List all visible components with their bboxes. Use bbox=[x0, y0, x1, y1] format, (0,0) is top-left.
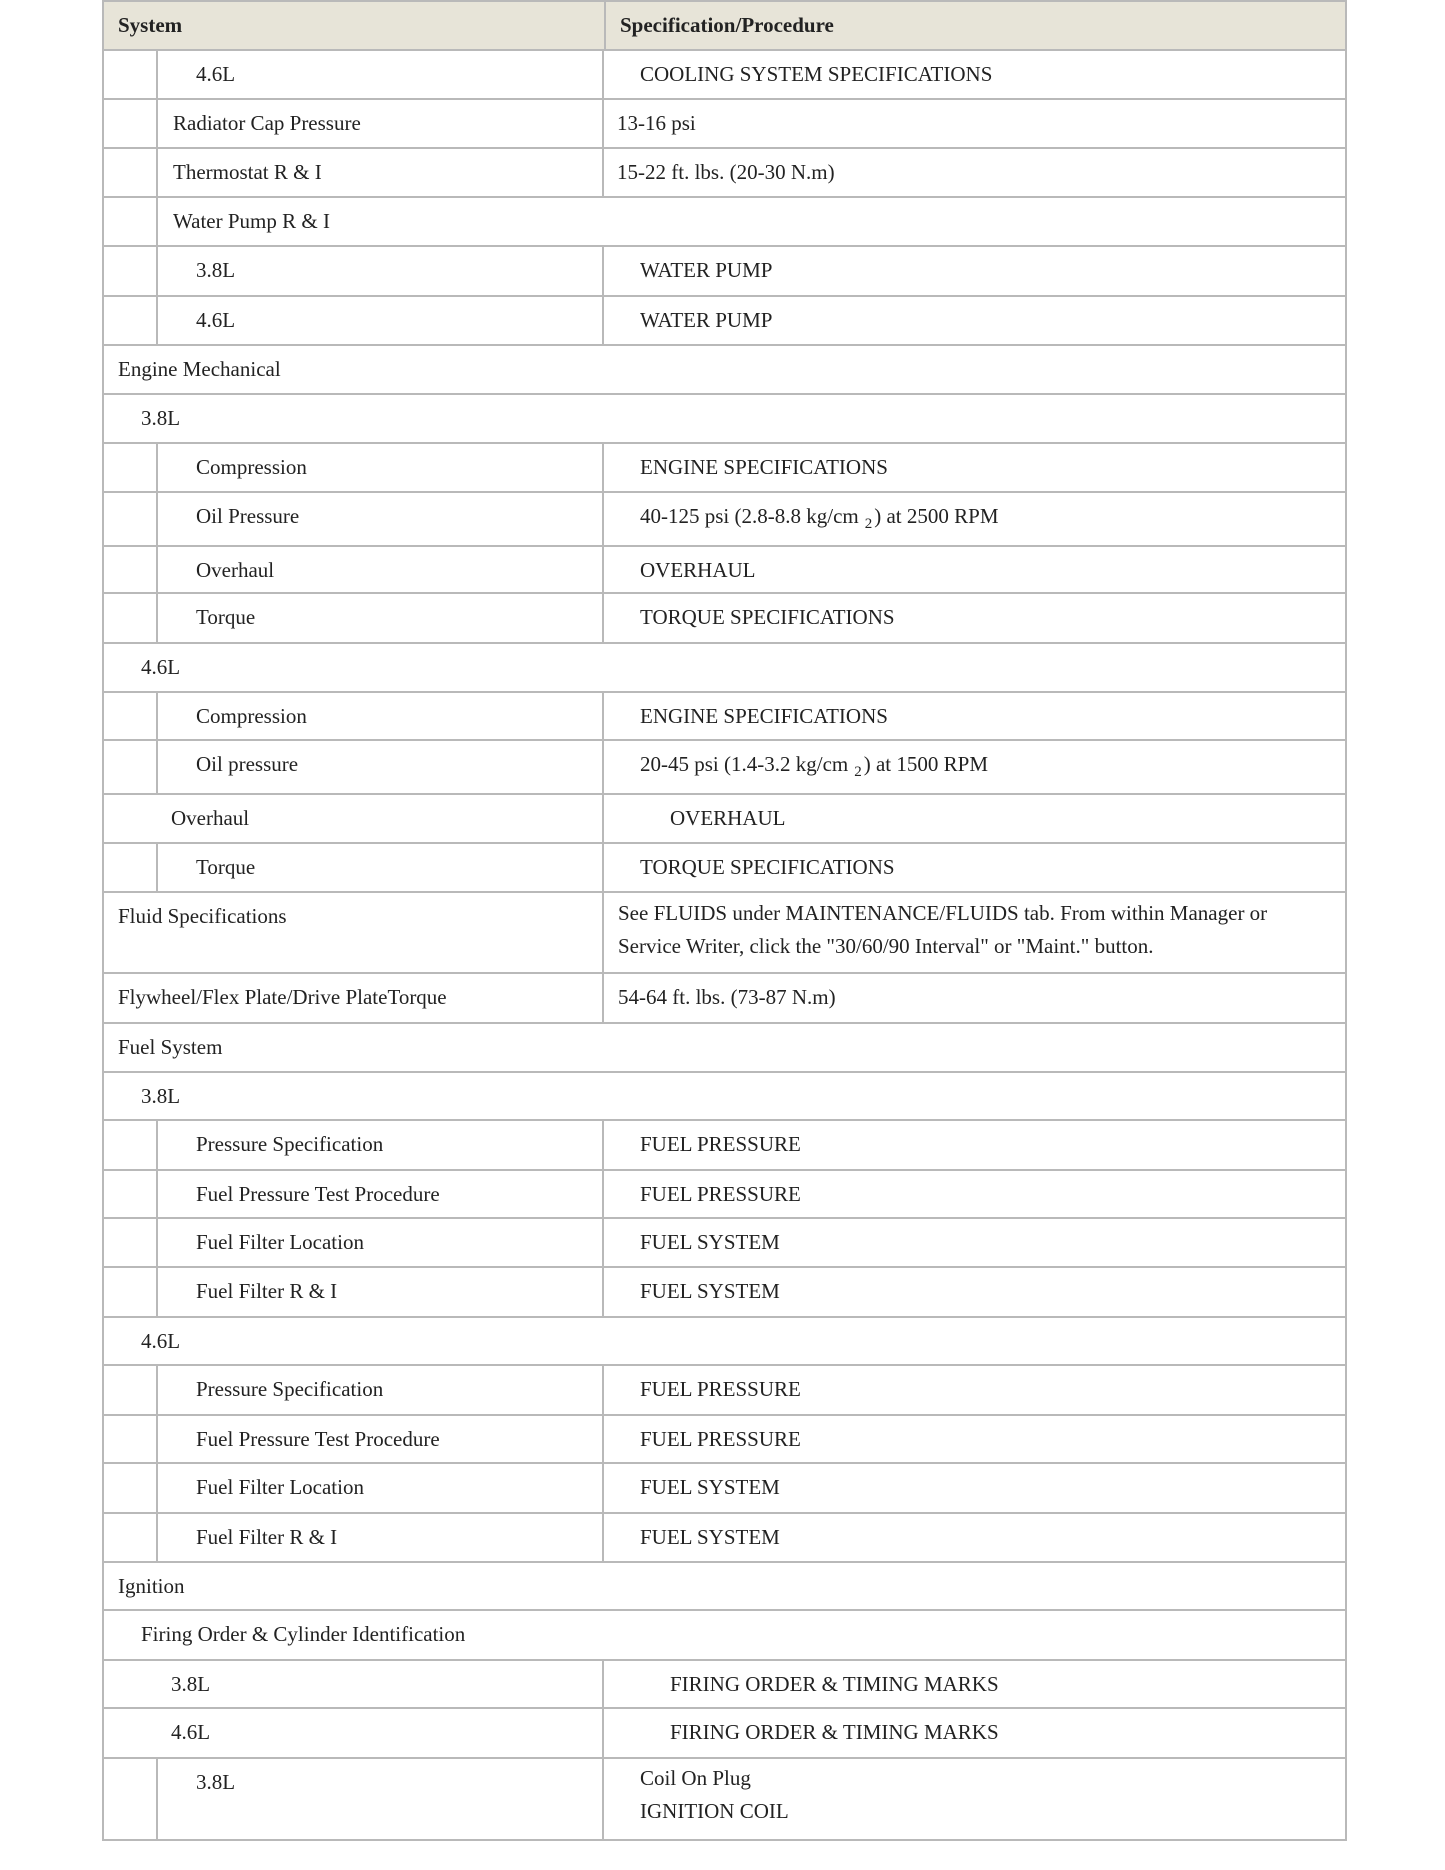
table-body bbox=[102, 51, 1347, 1841]
spec-value: FUEL SYSTEM bbox=[640, 1230, 780, 1254]
table-row bbox=[102, 693, 1347, 741]
system-label: Oil Pressure bbox=[196, 504, 300, 528]
system-label: Fluid Specifications bbox=[118, 904, 287, 928]
table-row bbox=[102, 844, 1347, 893]
system-label: Ignition bbox=[118, 1574, 185, 1598]
spec-value: OVERHAUL bbox=[670, 806, 786, 830]
system-label: Fuel Filter R & I bbox=[196, 1525, 338, 1549]
table-row bbox=[102, 297, 1347, 346]
table-row bbox=[102, 247, 1347, 297]
spec-value: 40-125 psi (2.8-8.8 kg/cm $_2$) at 2500 RPM bbox=[640, 504, 999, 532]
system-label: Oil pressure bbox=[196, 752, 299, 776]
table-row bbox=[102, 395, 1347, 444]
system-label: Firing Order & Cylinder Identification bbox=[141, 1622, 466, 1646]
table-row bbox=[102, 1073, 1347, 1121]
table-row bbox=[102, 1366, 1347, 1416]
system-cell bbox=[104, 844, 604, 891]
table-row bbox=[102, 1416, 1347, 1464]
system-cell bbox=[104, 247, 604, 295]
spec-value: TORQUE SPECIFICATIONS bbox=[640, 855, 895, 879]
system-label: Compression bbox=[196, 455, 307, 479]
system-label: Pressure Specification bbox=[196, 1377, 384, 1401]
system-label: Fuel System bbox=[118, 1035, 223, 1059]
table-row bbox=[102, 444, 1347, 493]
system-cell bbox=[104, 741, 604, 793]
system-label: Thermostat R & I bbox=[173, 160, 322, 184]
system-label: Fuel Filter R & I bbox=[196, 1279, 338, 1303]
spec-value: WATER PUMP bbox=[640, 258, 773, 282]
system-label: 3.8L bbox=[171, 1672, 211, 1696]
system-label: 3.8L bbox=[141, 406, 181, 430]
system-label: Pressure Specification bbox=[196, 1132, 384, 1156]
header-spec: Specification/Procedure bbox=[620, 13, 834, 37]
spec-value: ENGINE SPECIFICATIONS bbox=[640, 455, 888, 479]
spec-value: FUEL SYSTEM bbox=[640, 1525, 780, 1549]
system-label: Fuel Pressure Test Procedure bbox=[196, 1182, 440, 1206]
unit-subscript: 2 bbox=[864, 516, 873, 532]
table-row bbox=[102, 1661, 1347, 1709]
system-label: 4.6L bbox=[141, 655, 181, 679]
header-system: System bbox=[104, 2, 606, 49]
table-row bbox=[102, 974, 1347, 1024]
system-cell bbox=[104, 547, 604, 592]
spec-value: 13-16 psi bbox=[617, 111, 696, 135]
system-label: Engine Mechanical bbox=[118, 357, 281, 381]
table-row bbox=[102, 741, 1347, 795]
spec-value: Coil On Plug IGNITION COIL bbox=[640, 1766, 789, 1823]
spec-value: OVERHAUL bbox=[640, 558, 756, 582]
indent-gutter bbox=[104, 198, 158, 245]
table-row bbox=[102, 644, 1347, 693]
system-label: 3.8L bbox=[196, 1770, 236, 1794]
table-row bbox=[102, 198, 1347, 247]
system-label: Torque bbox=[196, 855, 256, 879]
system-cell bbox=[104, 1759, 604, 1839]
table-row bbox=[102, 493, 1347, 547]
system-label: Compression bbox=[196, 704, 307, 728]
table-row bbox=[102, 1563, 1347, 1611]
system-label: 4.6L bbox=[196, 62, 236, 86]
system-cell bbox=[104, 493, 604, 545]
system-label: 4.6L bbox=[171, 1720, 211, 1744]
spec-value: WATER PUMP bbox=[640, 308, 773, 332]
spec-value: FUEL PRESSURE bbox=[640, 1427, 801, 1451]
spec-value: 54-64 ft. lbs. (73-87 N.m) bbox=[618, 985, 836, 1009]
spec-value: See FLUIDS under MAINTENANCE/FLUIDS tab. From within Manager or Service Writer, click the "30/60/90 Interval" or "Maint." button. bbox=[618, 901, 1268, 958]
system-label: Overhaul bbox=[196, 558, 275, 582]
system-cell bbox=[104, 444, 604, 491]
system-label: Radiator Cap Pressure bbox=[173, 111, 361, 135]
spec-value: FUEL SYSTEM bbox=[640, 1279, 780, 1303]
system-cell bbox=[104, 1268, 604, 1316]
table-row bbox=[102, 1024, 1347, 1073]
spec-value: ENGINE SPECIFICATIONS bbox=[640, 704, 888, 728]
spec-value: 15-22 ft. lbs. (20-30 N.m) bbox=[617, 160, 835, 184]
table-row bbox=[102, 1171, 1347, 1219]
table-row bbox=[102, 51, 1347, 100]
spec-value: FIRING ORDER & TIMING MARKS bbox=[670, 1672, 999, 1696]
spec-value: FUEL PRESSURE bbox=[640, 1182, 801, 1206]
unit-subscript: 2 bbox=[854, 764, 862, 780]
table-row bbox=[102, 594, 1347, 644]
spec-value: FIRING ORDER & TIMING MARKS bbox=[670, 1720, 999, 1744]
system-label: 3.8L bbox=[141, 1084, 181, 1108]
table-row bbox=[102, 1611, 1347, 1661]
system-label: 3.8L bbox=[196, 258, 236, 282]
table-row bbox=[102, 893, 1347, 974]
system-label: Water Pump R & I bbox=[173, 209, 330, 233]
system-label: 4.6L bbox=[196, 308, 236, 332]
table-row bbox=[102, 1318, 1347, 1366]
system-cell bbox=[104, 297, 604, 344]
spec-value: COOLING SYSTEM SPECIFICATIONS bbox=[640, 62, 993, 86]
table-row bbox=[102, 795, 1347, 844]
table-row bbox=[102, 1464, 1347, 1514]
table-row bbox=[102, 1709, 1347, 1759]
table-row bbox=[102, 149, 1347, 198]
system-cell bbox=[104, 1514, 604, 1561]
system-label: 4.6L bbox=[141, 1329, 181, 1353]
table-row bbox=[102, 1121, 1347, 1171]
system-label: Flywheel/Flex Plate/Drive PlateTorque bbox=[118, 985, 447, 1009]
table-row bbox=[102, 547, 1347, 594]
table-row bbox=[102, 1514, 1347, 1563]
table-row bbox=[102, 100, 1347, 149]
system-label: Torque bbox=[196, 605, 256, 629]
system-cell bbox=[104, 51, 604, 98]
spec-value: FUEL PRESSURE bbox=[640, 1377, 801, 1401]
system-label: Overhaul bbox=[171, 806, 250, 830]
system-cell bbox=[104, 693, 604, 739]
spec-value: 20-45 psi (1.4-3.2 kg/cm $_2$) at 1500 RPM bbox=[640, 752, 988, 780]
table-row bbox=[102, 1268, 1347, 1318]
spec-table bbox=[102, 0, 1347, 1841]
table-row bbox=[102, 1219, 1347, 1268]
spec-value: TORQUE SPECIFICATIONS bbox=[640, 605, 895, 629]
table-header bbox=[102, 0, 1347, 51]
system-label: Fuel Filter Location bbox=[196, 1475, 364, 1499]
spec-value: FUEL SYSTEM bbox=[640, 1475, 780, 1499]
table-row bbox=[102, 346, 1347, 395]
table-row bbox=[102, 1759, 1347, 1841]
system-cell bbox=[104, 594, 604, 642]
system-label: Fuel Filter Location bbox=[196, 1230, 364, 1254]
spec-value: FUEL PRESSURE bbox=[640, 1132, 801, 1156]
system-label: Fuel Pressure Test Procedure bbox=[196, 1427, 440, 1451]
